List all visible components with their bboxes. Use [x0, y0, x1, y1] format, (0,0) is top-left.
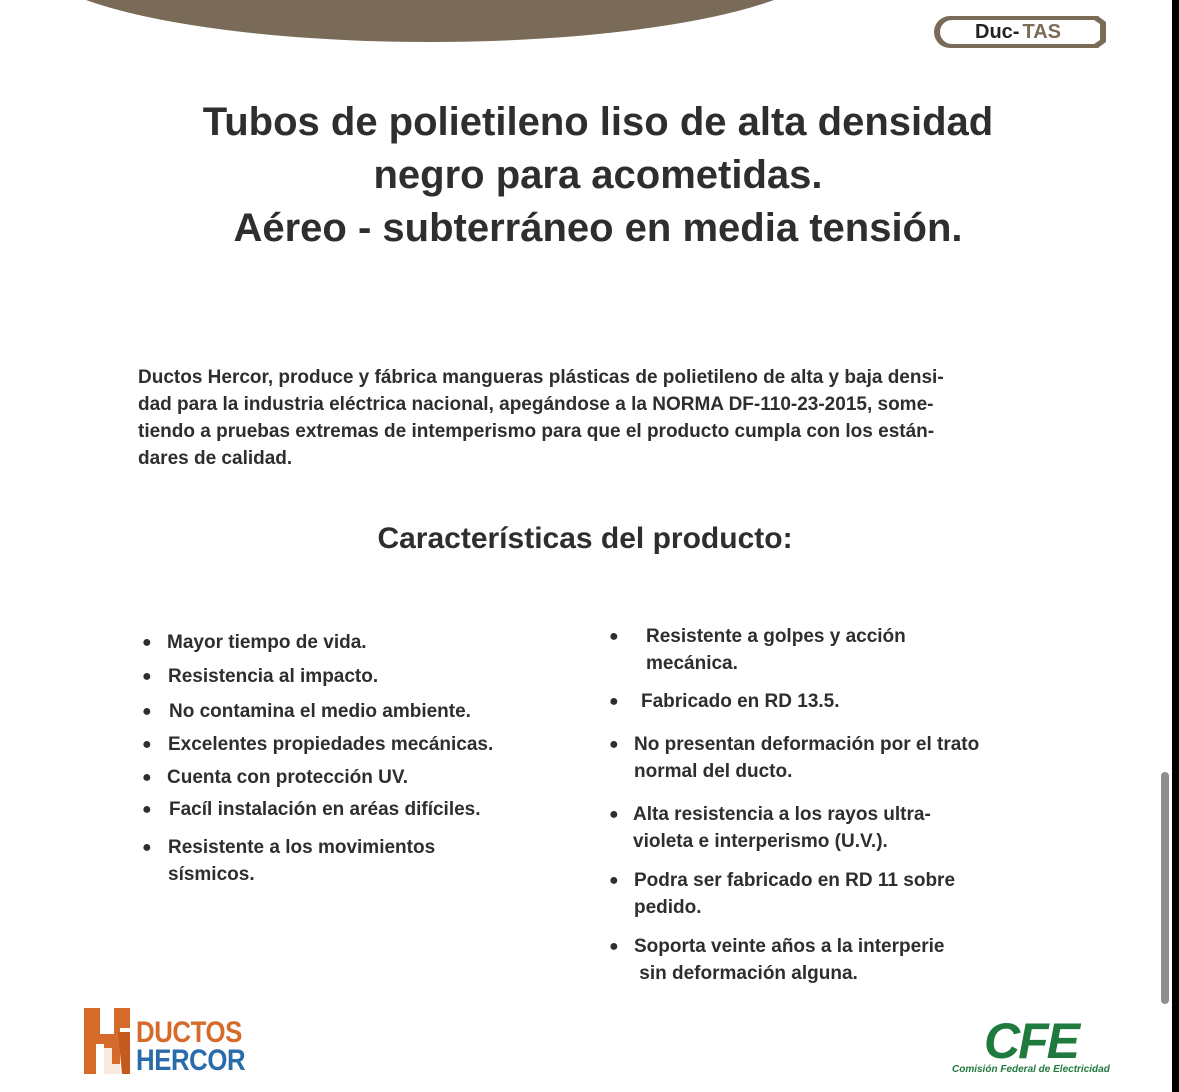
bullet-icon: ●	[142, 634, 152, 651]
duc-tas-part1: Duc-	[975, 20, 1020, 43]
duc-tas-badge	[928, 14, 1108, 50]
bullet-icon: ●	[142, 736, 152, 753]
bullet-icon: ●	[609, 938, 619, 955]
feature-text: Resistente a golpes y acción mecánica.	[646, 626, 906, 674]
feature-text: Resistente a los movimientos sísmicos.	[168, 837, 436, 885]
feature-text: No presentan deformación por el trato normal del ducto.	[634, 734, 980, 782]
feature-text: Facíl instalación en aréas difíciles.	[169, 799, 481, 820]
cfe-logo-mark: CFE	[984, 1013, 1078, 1069]
bullet-icon: ●	[142, 668, 152, 685]
intro-line: dares de calidad.	[138, 448, 293, 469]
bullet-icon: ●	[142, 703, 152, 720]
cfe-logo	[950, 1013, 1110, 1080]
feature-text: No contamina el medio ambiente.	[169, 701, 471, 722]
feature-text: Resistencia al impacto.	[168, 666, 379, 687]
bullet-icon: ●	[609, 693, 619, 710]
bullet-icon: ●	[609, 806, 619, 823]
intro-line: dad para la industria eléctrica nacional, apegándose a la NORMA DF-110-23-2015, some-	[138, 394, 934, 415]
intro-line: Ductos Hercor, produce y fábrica mangueras plásticas de polietileno de alta y baja densi-	[138, 367, 944, 388]
hercor-word: HERCOR	[136, 1044, 246, 1077]
bullet-icon: ●	[609, 872, 619, 889]
feature-text: Fabricado en RD 13.5.	[641, 691, 840, 712]
header-banner	[30, 0, 830, 42]
intro-line: tiendo a pruebas extremas de intemperismo para que el producto cumpla con los están-	[138, 421, 935, 442]
ductos-hercor-logo	[82, 1002, 262, 1078]
title-line: Tubos de polietileno liso de alta densidad	[202, 100, 994, 144]
title-line: Aéreo - subterráneo en media tensión.	[233, 206, 963, 250]
bullet-icon: ●	[142, 801, 152, 818]
bullet-icon: ●	[609, 736, 619, 753]
ductos-word: DUCTOS	[136, 1016, 242, 1049]
page-title	[100, 96, 1096, 255]
ductos-hercor-logo-mark	[82, 1004, 134, 1076]
bullet-icon: ●	[609, 628, 619, 645]
duc-tas-part2: TAS	[1022, 20, 1061, 43]
title-line: negro para acometidas.	[373, 153, 823, 197]
feature-text: Soporta veinte años a la interperie sin deformación alguna.	[634, 936, 945, 984]
feature-text: Excelentes propiedades mecánicas.	[168, 734, 494, 755]
intro-paragraph	[138, 364, 1088, 472]
cfe-logo-subtitle: Comisión Federal de Electricidad	[952, 1064, 1110, 1075]
bullet-icon: ●	[142, 839, 152, 856]
feature-text: Mayor tiempo de vida.	[167, 632, 367, 653]
features-heading: Características del producto:	[377, 522, 793, 555]
feature-text: Alta resistencia a los rayos ultra- violeta e interperismo (U.V.).	[633, 804, 931, 852]
duc-tas-badge-text	[928, 14, 1108, 50]
feature-text: Cuenta con protección UV.	[167, 767, 409, 788]
feature-text: Podra ser fabricado en RD 11 sobre pedido.	[634, 870, 956, 918]
bullet-icon: ●	[142, 769, 152, 786]
scrollbar-thumb[interactable]	[1161, 772, 1169, 1004]
